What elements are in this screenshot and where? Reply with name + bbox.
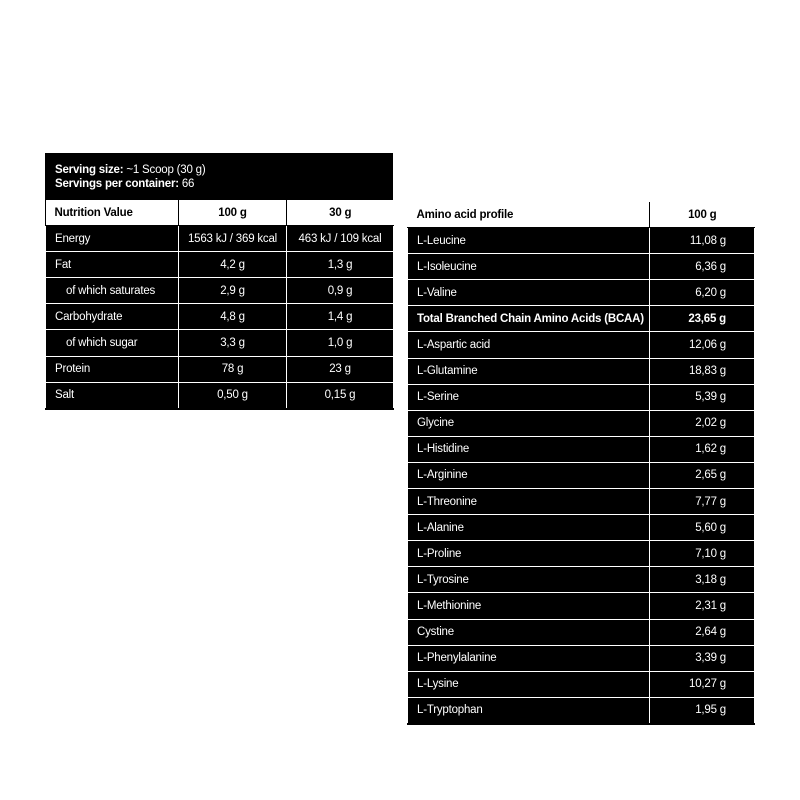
serving-size (55, 163, 393, 177)
value-per-100g: 0,50 g (179, 382, 287, 409)
table-row (408, 671, 755, 697)
table-row (408, 645, 755, 671)
amino-acid-label: Total Branched Chain Amino Acids (BCAA) (408, 306, 650, 332)
table-row (408, 593, 755, 619)
value-per-100g: 4,8 g (179, 304, 287, 330)
amino-acid-label: L-Phenylalanine (408, 645, 650, 671)
amino-acid-label: L-Tyrosine (408, 567, 650, 593)
amino-acid-value: 11,08 g (650, 228, 755, 254)
table-row (408, 358, 755, 384)
table-row (408, 384, 755, 410)
table-row (408, 332, 755, 358)
table-row (46, 278, 394, 304)
amino-acid-value: 2,64 g (650, 619, 755, 645)
amino-acid-label: L-Lysine (408, 671, 650, 697)
amino-acid-label: L-Tryptophan (408, 697, 650, 724)
amino-acid-label: L-Arginine (408, 462, 650, 488)
servings-per-container-value: 66 (181, 178, 195, 190)
amino-acid-value: 2,65 g (650, 462, 755, 488)
table-row (408, 228, 755, 254)
amino-acid-value: 2,02 g (650, 410, 755, 436)
value-per-30g: 463 kJ / 109 kcal (287, 226, 394, 252)
amino-acid-label: L-Serine (408, 384, 650, 410)
nutrient-label: Energy (46, 226, 179, 252)
amino-acid-value: 12,06 g (650, 332, 755, 358)
amino-body (408, 228, 755, 724)
table-row (408, 697, 755, 724)
value-per-30g: 1,4 g (287, 304, 394, 330)
nutrition-header-100g: 100 g (179, 200, 287, 226)
table-row (408, 280, 755, 306)
amino-table (407, 202, 755, 725)
amino-acid-value: 7,77 g (650, 489, 755, 515)
nutrition-table (45, 200, 394, 410)
nutrient-label: Protein (46, 356, 179, 382)
amino-acid-value: 18,83 g (650, 358, 755, 384)
table-row (408, 254, 755, 280)
amino-acid-label: L-Histidine (408, 436, 650, 462)
amino-acid-value: 7,10 g (650, 541, 755, 567)
serving-size-label: Serving size: (55, 164, 124, 176)
amino-acid-value: 1,62 g (650, 436, 755, 462)
amino-header-100g: 100 g (650, 202, 755, 228)
nutrient-label: of which sugar (46, 330, 179, 356)
amino-acid-value: 6,36 g (650, 254, 755, 280)
table-row (46, 252, 394, 278)
table-row (46, 382, 394, 409)
table-row (408, 462, 755, 488)
value-per-30g: 0,9 g (287, 278, 394, 304)
amino-acid-value: 1,95 g (650, 697, 755, 724)
amino-acid-value: 3,18 g (650, 567, 755, 593)
value-per-30g: 1,3 g (287, 252, 394, 278)
table-row (408, 567, 755, 593)
table-row (46, 356, 394, 382)
amino-acid-label: L-Threonine (408, 489, 650, 515)
serving-size-value: ~1 Scoop (30 g) (126, 164, 206, 176)
nutrient-label: Carbohydrate (46, 304, 179, 330)
table-row (408, 619, 755, 645)
table-row (408, 436, 755, 462)
table-row (408, 306, 755, 332)
amino-acid-label: L-Alanine (408, 515, 650, 541)
table-row (408, 489, 755, 515)
amino-acid-label: L-Proline (408, 541, 650, 567)
amino-header-row (408, 202, 755, 228)
amino-acid-value: 3,39 g (650, 645, 755, 671)
value-per-100g: 2,9 g (179, 278, 287, 304)
value-per-100g: 3,3 g (179, 330, 287, 356)
amino-acid-value: 2,31 g (650, 593, 755, 619)
table-row (46, 330, 394, 356)
nutrient-label: Salt (46, 382, 179, 409)
amino-acid-label: L-Aspartic acid (408, 332, 650, 358)
amino-acid-label: L-Leucine (408, 228, 650, 254)
amino-acid-label: L-Isoleucine (408, 254, 650, 280)
amino-acid-label: Cystine (408, 619, 650, 645)
table-row (408, 515, 755, 541)
amino-acid-label: L-Methionine (408, 593, 650, 619)
amino-acid-label: L-Valine (408, 280, 650, 306)
value-per-100g: 1563 kJ / 369 kcal (179, 226, 287, 252)
amino-acid-value: 23,65 g (650, 306, 755, 332)
amino-acid-value: 5,60 g (650, 515, 755, 541)
table-row (408, 410, 755, 436)
amino-acid-value: 6,20 g (650, 280, 755, 306)
amino-acid-value: 10,27 g (650, 671, 755, 697)
nutrition-header-label: Nutrition Value (46, 200, 179, 226)
value-per-100g: 4,2 g (179, 252, 287, 278)
nutrient-label: of which saturates (46, 278, 179, 304)
table-row (46, 226, 394, 252)
amino-acid-label: Glycine (408, 410, 650, 436)
amino-panel (407, 202, 754, 725)
nutrition-header-30g: 30 g (287, 200, 394, 226)
nutrition-panel (45, 153, 393, 410)
amino-acid-value: 5,39 g (650, 384, 755, 410)
servings-per-container (55, 177, 393, 191)
amino-header-label: Amino acid profile (408, 202, 650, 228)
serving-info (45, 153, 393, 200)
value-per-30g: 0,15 g (287, 382, 394, 409)
amino-acid-label: L-Glutamine (408, 358, 650, 384)
value-per-30g: 1,0 g (287, 330, 394, 356)
value-per-100g: 78 g (179, 356, 287, 382)
servings-per-container-label: Servings per container: (55, 178, 179, 190)
nutrient-label: Fat (46, 252, 179, 278)
value-per-30g: 23 g (287, 356, 394, 382)
table-row (46, 304, 394, 330)
table-row (408, 541, 755, 567)
nutrition-header-row (46, 200, 394, 226)
nutrition-body (46, 226, 394, 409)
